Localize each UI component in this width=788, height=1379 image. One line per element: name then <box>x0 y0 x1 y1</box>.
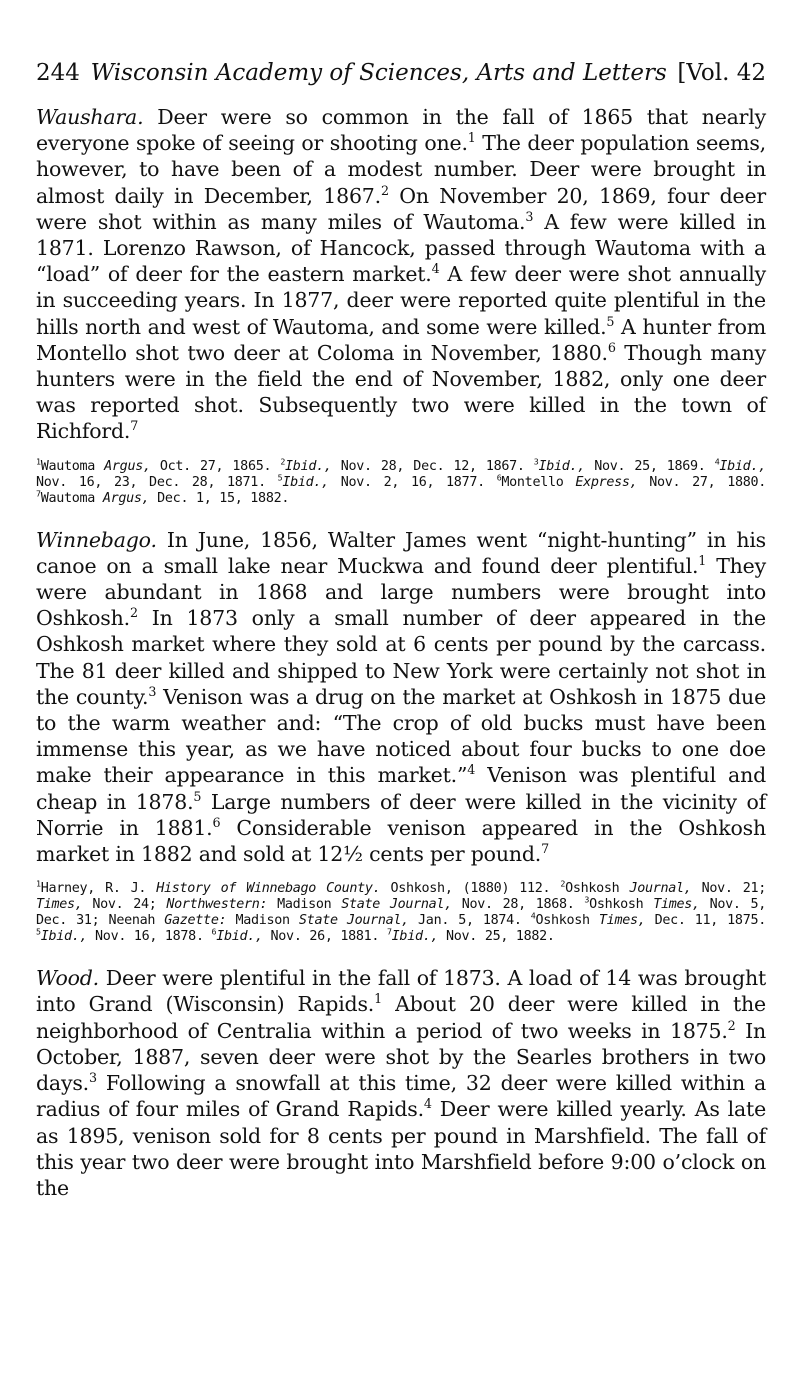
footnote-text: Nov. 25, 1869. <box>585 458 715 474</box>
footnote-source-title: Northwestern: <box>166 897 268 913</box>
body-text: In 1873 only a small number of deer appeared in the Oshkosh market where they sold at 6 cents per pound by the carcass. The 81 deer killed and shipped to New York were certainly not shot in the county. <box>36 606 766 709</box>
footnote-text: Wautoma <box>40 458 105 474</box>
footnote-text: Oct. 27, 1865. <box>150 458 281 474</box>
footnote-number: 7 <box>386 926 392 937</box>
footnote-number: 1 <box>36 878 41 889</box>
body-text: Though many hunters were in the field the end of November, 1882, only one deer was reported shot. Subsequently two were killed in the town of Richford. <box>36 340 766 444</box>
footnote-marker: 4 <box>423 1096 432 1112</box>
footnote-number: 4 <box>530 910 536 921</box>
footnote-number: 2 <box>280 456 286 467</box>
footnote-text: Nov. 21; <box>691 881 766 897</box>
footnote-text: Oshkosh <box>589 897 654 913</box>
footnote-text: Nov. 2, 16, 1877. <box>328 474 497 490</box>
footnote-number: 4 <box>714 456 720 467</box>
footnote-marker: 4 <box>467 762 476 778</box>
footnote-text: Dec. 11, 1875. <box>645 913 766 929</box>
footnote-marker: 3 <box>88 1070 97 1086</box>
running-header <box>36 60 766 86</box>
paragraph-winnebago <box>36 527 766 868</box>
footnote-marker: 2 <box>727 1017 736 1033</box>
footnote-source-title: History of Winnebago County. <box>156 881 381 897</box>
footnote-source-title: Times, <box>598 913 646 929</box>
footnote-source-title: Times, <box>36 897 83 913</box>
footnote-text: Madison <box>226 913 299 929</box>
page <box>36 60 766 1201</box>
footnote-text: Nov. 26, 1881. <box>262 929 387 945</box>
body-text: In June, 1856, Walter James went “night-hunting” in his canoe on a small lake near Muckwa and found deer plentiful. <box>36 527 766 578</box>
footnote-source-title: Argus, <box>104 458 151 474</box>
footnote-marker: 1 <box>698 553 707 569</box>
footnote-source-title: Journal, <box>629 881 692 897</box>
footnote-number: 1 <box>36 456 41 467</box>
footnote-source-title: State Journal, <box>298 913 409 929</box>
footnote-number: 5 <box>277 472 283 483</box>
footnote-text: Nov. 25, 1882. <box>438 929 555 945</box>
footnote-source-title: Express, <box>575 474 638 490</box>
footnote-text: Oshkosh <box>535 913 599 929</box>
page-number: 244 <box>36 60 80 86</box>
body-text: Deer were plentiful in the fall of 1873. A load of 14 was brought into Grand (Wisconsin) Rapids. <box>36 966 766 1017</box>
footnote-marker: 7 <box>130 418 139 434</box>
footnote-source-title: Ibid., <box>216 929 263 945</box>
footnote-number: 3 <box>533 456 539 467</box>
footnote-text: Montello <box>501 474 576 490</box>
footnote-text: Madison <box>267 897 342 913</box>
journal-title: Wisconsin Academy of Sciences, Arts and Letters <box>90 60 667 86</box>
footnote-number: 5 <box>36 926 41 937</box>
footnote-number: 6 <box>496 472 502 483</box>
footnote-source-title: Ibid., <box>391 929 439 945</box>
body-text: Deer were so common in the fall of 1865 that nearly everyone spoke of seeing or shooting one. <box>36 105 766 156</box>
body-text: Large numbers of deer were killed in the vicinity of Norrie in 1881. <box>36 789 766 840</box>
footnote-marker: 5 <box>193 788 202 804</box>
footnote-text: Nov. 5, Dec. 31; Neenah <box>36 897 766 929</box>
footnote-source-title: State Journal, <box>341 897 452 913</box>
body-text: A few were killed in 1871. Lorenzo Rawson, of Hancock, passed through Wautoma with a “load” of deer for the eastern market. <box>36 209 766 287</box>
footnote-marker: 7 <box>541 841 549 857</box>
body-text: Venison was a drug on the market at Oshkosh in 1875 due to the warm weather and: “The crop of old bucks must have been immense this year, as we have noticed about four bucks to one doe make their appearance in this market.” <box>36 684 766 788</box>
footnote-text: Jan. 5, 1874. <box>408 913 531 929</box>
footnote-source-title: Ibid., <box>285 458 332 474</box>
footnotes-waushara <box>36 456 767 507</box>
footnote-text: Oshkosh <box>565 881 630 897</box>
body-text: The deer population seems, however, to have been of a modest number. Deer were brought in almost daily in December, 1867. <box>36 131 766 208</box>
footnote-number: 6 <box>211 926 217 937</box>
section-lead: Winnebago. <box>36 527 157 552</box>
footnote-marker: 3 <box>525 208 534 224</box>
footnote-source-title: Ibid., <box>538 458 586 474</box>
footnote-marker: 6 <box>607 340 616 355</box>
body-text: Considerable venison appeared in the Oshkosh market in 1882 and sold at 12½ cents per pound. <box>36 815 766 867</box>
footnote-number: 2 <box>560 878 566 889</box>
footnote-marker: 2 <box>129 605 138 621</box>
body-text: Venison was plentiful and cheap in 1878. <box>36 763 766 814</box>
footnote-marker: 5 <box>606 313 615 329</box>
footnote-source-title: Argus, <box>102 490 150 506</box>
footnote-marker: 4 <box>431 261 440 277</box>
footnote-source-title: Gazette: <box>164 913 227 929</box>
footnote-text: Dec. 1, 15, 1882. <box>149 490 290 506</box>
body-text: In October, 1887, seven deer were shot by the Searles brothers in two days. <box>36 1018 766 1096</box>
footnote-marker: 1 <box>374 991 382 1007</box>
footnote-text: Nov. 28, 1868. <box>451 897 585 913</box>
footnote-source-title: Ibid., <box>282 474 329 490</box>
footnote-marker: 2 <box>380 182 389 198</box>
body-text: A few deer were shot annually in succeeding years. In 1877, deer were reported quite plentiful in the hills north and west of Wautoma, and some were killed. <box>36 262 767 339</box>
footnote-text: Oshkosh, (1880) 112. <box>380 881 561 897</box>
footnotes-winnebago <box>36 878 766 945</box>
footnote-source-title: Times, <box>653 897 700 913</box>
body-text: On November 20, 1869, four deer were shot within as many miles of Wautoma. <box>36 183 766 234</box>
body-text: Following a snowfall at this time, 32 deer were killed within a radius of four miles of Grand Rapids. <box>36 1071 766 1122</box>
footnote-source-title: Ibid., <box>40 929 88 945</box>
footnote-marker: 6 <box>212 815 221 831</box>
paragraph-wood <box>36 965 766 1201</box>
footnote-marker: 1 <box>467 130 476 146</box>
footnote-text: Nov. 16, 23, Dec. 28, 1871. <box>36 474 278 490</box>
footnote-text: Nov. 27, 1880. <box>637 474 767 490</box>
body-text: Deer were killed yearly. As late as 1895, venison sold for 8 cents per pound in Marshfield. The fall of this year two deer were brought into Marshfield before 9:00 o’clock on the <box>36 1097 767 1200</box>
footnote-number: 7 <box>36 488 41 499</box>
footnote-marker: 3 <box>148 684 157 700</box>
footnote-number: 3 <box>584 894 590 905</box>
body-text: A hunter from Montello shot two deer at Coloma in November, 1880. <box>36 314 766 365</box>
footnote-source-title: Ibid., <box>719 458 766 474</box>
section-lead: Waushara. <box>36 105 144 129</box>
footnote-text: Nov. 28, Dec. 12, 1867. <box>331 458 534 474</box>
volume-number: [Vol. 42 <box>677 60 766 86</box>
section-lead: Wood. <box>36 966 100 991</box>
footnote-text: Nov. 16, 1878. <box>87 929 212 945</box>
footnote-text: Nov. 24; <box>82 897 167 913</box>
footnote-text: Wautoma <box>40 490 103 506</box>
paragraph-waushara <box>36 104 766 445</box>
body-text: About 20 deer were killed in the neighborhood of Centralia within a period of two weeks in 1875. <box>36 992 766 1043</box>
footnote-text: Harney, R. J. <box>40 881 157 897</box>
body-text: They were abundant in 1868 and large numbers were brought into Oshkosh. <box>36 553 766 631</box>
